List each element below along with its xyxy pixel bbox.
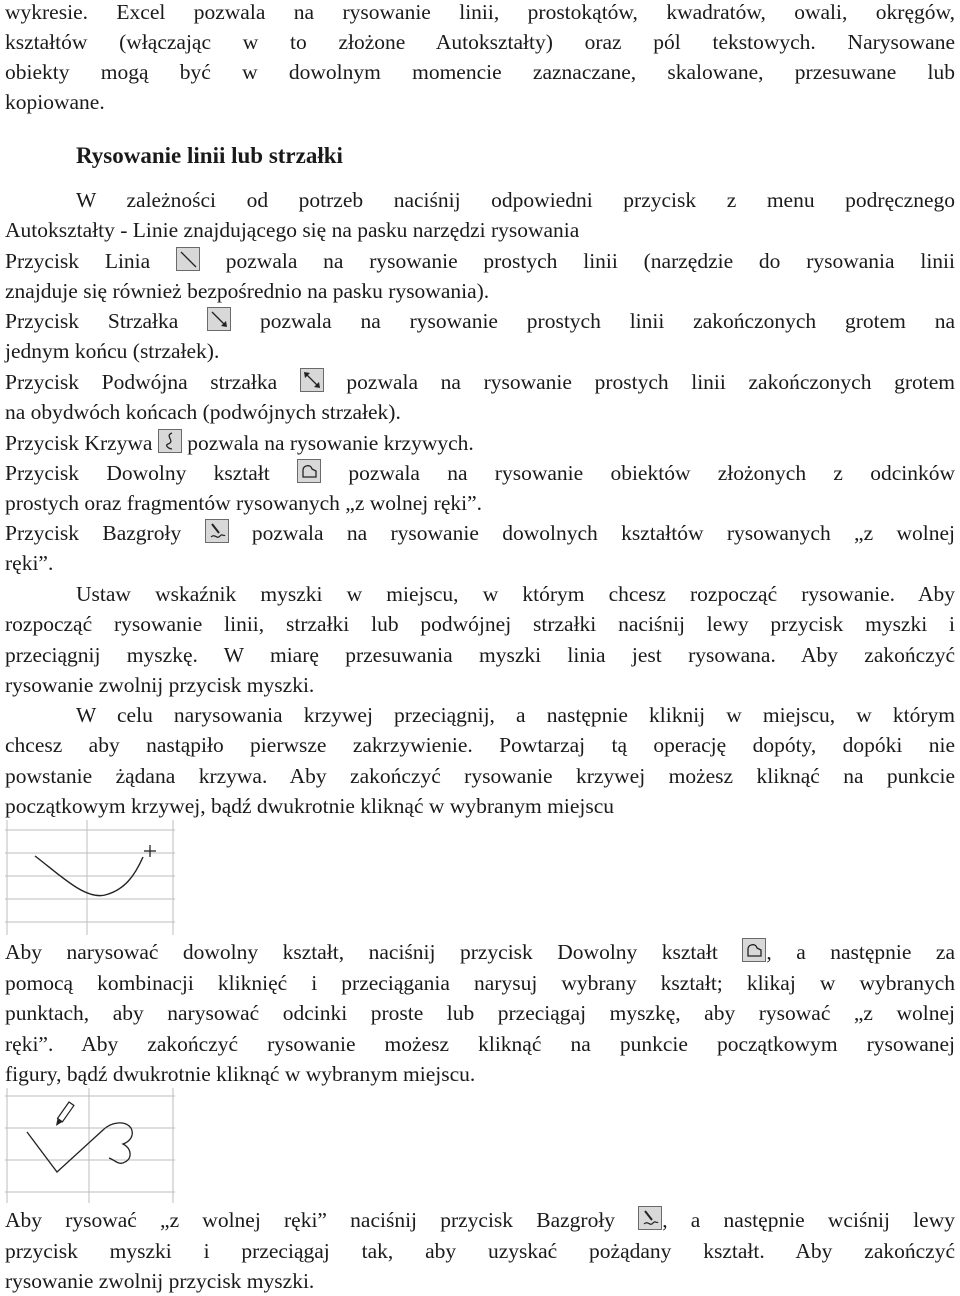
freeform-line-4: ręki”. Aby zakończyć rysowanie możesz kliknąć na punkcie początkowym rysowanej bbox=[5, 1032, 955, 1056]
section-heading: Rysowanie linii lub strzałki bbox=[76, 143, 343, 168]
scribble-text-before: Aby rysować „z wolnej ręki” naciśnij przycisk Bazgroły bbox=[5, 1208, 616, 1232]
dowolny-desc: pozwala na rysowanie obiektów złożonych z odcinków bbox=[348, 461, 955, 485]
bazgroly-label: Przycisk Bazgroły bbox=[5, 521, 182, 545]
bazgroly-desc: pozwala na rysowanie dowolnych kształtów rysowanych „z wolnej bbox=[251, 521, 956, 545]
menu-line-2: Autokształty - Linie znajdującego się na pasku narzędzi rysowania bbox=[5, 218, 580, 242]
linia-desc: pozwala na rysowanie prostych linii (narzędzie do rysowania linii bbox=[225, 249, 955, 273]
strzalka-desc-2: jednym końcu (strzałek). bbox=[5, 339, 220, 363]
strzalka-desc: pozwala na rysowanie prostych linii zakończonych grotem na bbox=[260, 309, 956, 333]
menu-line-1: W zależności od potrzeb naciśnij odpowiedni przycisk z menu podręcznego bbox=[76, 188, 955, 212]
intro-line-2: kształtów (włączając w to złożone Autokształty) oraz pól tekstowych. Narysowane bbox=[5, 30, 955, 54]
intro-line-1: wykresie. Excel pozwala na rysowanie linii, prostokątów, kwadratów, owali, okręgów, bbox=[5, 0, 955, 24]
freeform-line-2: pomocą kombinacji kliknięć i przeciągania narysuj wybrany kształt; klikaj w wybranych bbox=[5, 971, 955, 995]
freeform-text-before: Aby narysować dowolny kształt, naciśnij przycisk Dowolny kształt bbox=[5, 940, 718, 964]
scribble-line-3: rysowanie zwolnij przycisk myszki. bbox=[5, 1269, 315, 1293]
bazgroly-desc-2: ręki”. bbox=[5, 551, 54, 575]
krzywa-desc: pozwala na rysowanie krzywych. bbox=[187, 431, 474, 455]
bazgroly-row bbox=[5, 518, 955, 548]
linia-label: Przycisk Linia bbox=[5, 249, 151, 273]
curve-tool-icon bbox=[158, 429, 182, 453]
arrow-tool-icon bbox=[207, 307, 231, 331]
podwojna-label: Przycisk Podwójna strzałka bbox=[5, 370, 278, 394]
mouse-line-2: rozpocząć rysowanie linii, strzałki lub podwójnej strzałki naciśnij lewy przycisk myszki i bbox=[5, 612, 955, 636]
freeform-tool-icon bbox=[742, 938, 766, 962]
dowolny-desc-2: prostych oraz fragmentów rysowanych „z wolnej ręki”. bbox=[5, 491, 482, 515]
dowolny-label: Przycisk Dowolny kształt bbox=[5, 461, 270, 485]
linia-row bbox=[5, 246, 955, 276]
scribble-tool-icon bbox=[638, 1206, 662, 1230]
mouse-line-1: Ustaw wskaźnik myszki w miejscu, w którym chcesz rozpocząć rysowanie. Aby bbox=[76, 582, 955, 606]
podwojna-row bbox=[5, 367, 955, 397]
scribble-drawing-illustration bbox=[5, 1088, 175, 1208]
intro-line-3: obiekty mogą być w dowolnym momencie zaznaczane, skalowane, przesuwane lub bbox=[5, 60, 955, 84]
curve-line-4: początkowym krzywej, bądź dwukrotnie kliknąć w wybranym miejscu bbox=[5, 794, 614, 818]
mouse-line-3: przeciągnij myszkę. W miarę przesuwania myszki linia jest rysowana. Aby zakończyć bbox=[5, 643, 955, 667]
curve-drawing-illustration bbox=[5, 820, 175, 940]
intro-line-4: kopiowane. bbox=[5, 90, 105, 114]
line-tool-icon bbox=[176, 247, 200, 271]
scribble-text-after: , a następnie wciśnij lewy bbox=[662, 1208, 955, 1232]
mouse-line-4: rysowanie zwolnij przycisk myszki. bbox=[5, 673, 315, 697]
double-arrow-tool-icon bbox=[300, 368, 324, 392]
krzywa-label: Przycisk Krzywa bbox=[5, 431, 153, 455]
podwojna-desc-2: na obydwóch końcach (podwójnych strzałek). bbox=[5, 400, 401, 424]
freeform-row bbox=[5, 937, 955, 967]
linia-desc-2: znajduje się również bezpośrednio na pasku rysowania). bbox=[5, 279, 490, 303]
freeform-text-after: , a następnie za bbox=[766, 940, 955, 964]
curve-line-1: W celu narysowania krzywej przeciągnij, a następnie kliknij w miejscu, w którym bbox=[76, 703, 955, 727]
curve-line-3: powstanie żądana krzywa. Aby zakończyć rysowanie krzywej możesz kliknąć na punkcie bbox=[5, 764, 955, 788]
freeform-line-5: figury, bądź dwukrotnie kliknąć w wybranym miejscu. bbox=[5, 1062, 476, 1086]
podwojna-desc: pozwala na rysowanie prostych linii zakończonych grotem bbox=[346, 370, 955, 394]
scribble-line-2: przycisk myszki i przeciągaj tak, aby uzyskać pożądany kształt. Aby zakończyć bbox=[5, 1239, 955, 1263]
strzalka-label: Przycisk Strzałka bbox=[5, 309, 179, 333]
scribble-tool-icon bbox=[205, 519, 229, 543]
dowolny-row bbox=[5, 458, 955, 488]
curve-line-2: chcesz aby nastąpiło pierwsze zakrzywienie. Powtarzaj tą operację dopóty, dopóki nie bbox=[5, 733, 955, 757]
freeform-tool-icon bbox=[297, 459, 321, 483]
scribble-row bbox=[5, 1205, 955, 1235]
strzalka-row bbox=[5, 306, 955, 336]
krzywa-row bbox=[5, 428, 955, 458]
freeform-line-3: punktach, aby narysować odcinki proste lub przeciągaj myszkę, aby rysować „z wolnej bbox=[5, 1001, 955, 1025]
